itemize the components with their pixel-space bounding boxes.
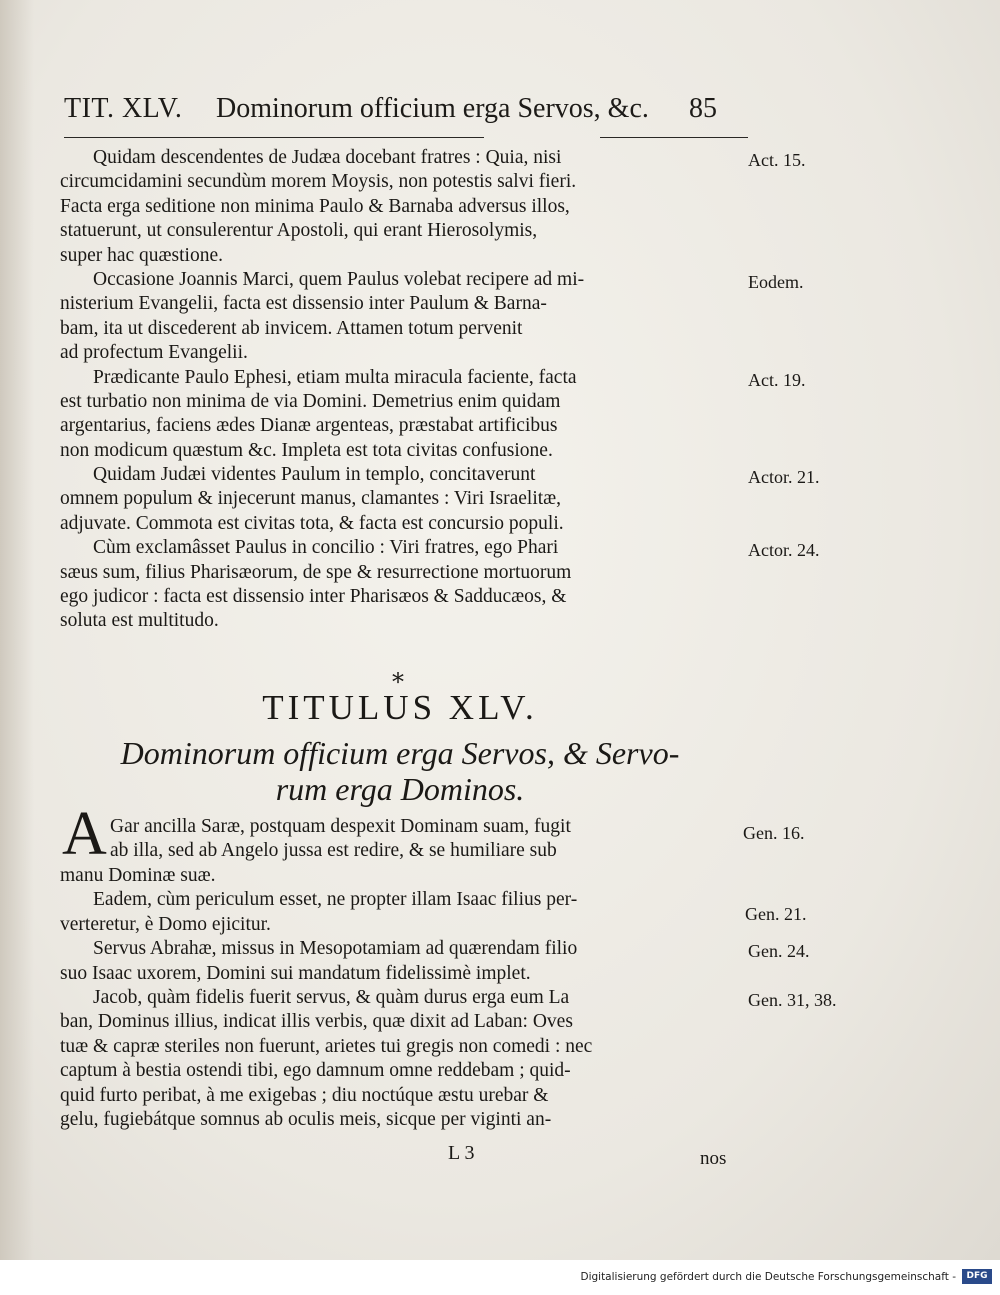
text-line-content: nisterium Evangelii, facta est dissensio inter Paulum & Barna- (60, 293, 547, 315)
text-line (60, 888, 750, 912)
text-line (60, 962, 750, 986)
running-head (64, 93, 754, 135)
head-rule-left (64, 137, 484, 138)
footer-credit: Digitalisierung gefördert durch die Deutsche Forschungsgemeinschaft - (580, 1271, 956, 1283)
text-block-acts (60, 146, 820, 634)
text-line (60, 1059, 750, 1083)
text-line (60, 1108, 750, 1132)
footer-bar (0, 1260, 1000, 1295)
text-line-content: Facta erga seditione non minima Paulo & Barnaba adversus illos, (60, 195, 570, 217)
text-line (60, 439, 750, 463)
margin-ref: Actor. 21. (748, 467, 820, 488)
text-line-content: quid furto peribat, à me exigebas ; diu noctúque æstu urebar & (60, 1084, 549, 1106)
text-line-content: bam, ita ut discederent ab invicem. Attamen totum pervenit (60, 317, 523, 339)
text-line-content: Prædicante Paulo Ephesi, etiam multa miracula faciente, facta (93, 366, 577, 388)
text-line (60, 1010, 750, 1034)
text-line (60, 414, 750, 438)
text-line: ab illa, sed ab Angelo jussa est redire, & se humiliare sub (110, 840, 557, 862)
text-line (60, 913, 750, 937)
margin-ref: Actor. 24. (748, 540, 820, 561)
text-line-content: verteretur, è Domo ejicitur. (60, 913, 271, 935)
text-line-content: sæus sum, filius Pharisæorum, de spe & resurrectione mortuorum (60, 561, 572, 583)
text-line (60, 937, 810, 962)
margin-ref: Gen. 16. (743, 823, 805, 843)
text-line (60, 244, 750, 268)
text-block-capped (110, 815, 750, 864)
text-line (60, 463, 820, 488)
text-line (60, 366, 806, 390)
page-number: 85 (689, 93, 717, 124)
text-line-content: statuerunt, ut consulerentur Apostoli, qui erant Hierosolymis, (60, 220, 538, 242)
text-line-content: est turbatio non minima de via Domini. Demetrius enim quidam (60, 390, 561, 412)
section-subtitle-line1: Dominorum officium erga Servos, & Servo- (120, 735, 680, 771)
text-line-content: gelu, fugiebátque somnus ab oculis meis, sicque per viginti an- (60, 1108, 552, 1130)
text-line-content: super hac quæstione. (60, 244, 224, 266)
text-line (60, 390, 750, 414)
text-line (60, 536, 820, 561)
running-head-title-number: TIT. XLV. (64, 93, 183, 124)
text-line-content: Jacob, quàm fidelis fuerit servus, & quàm durus erga eum La (93, 986, 570, 1008)
text-line (60, 292, 750, 316)
text-line-content: Quidam descendentes de Judæa docebant fratres : Quia, nisi (93, 147, 562, 168)
text-line-content: ego judicor : facta est dissensio inter Pharisæos & Sadducæos, & (60, 586, 567, 608)
text-line (60, 561, 750, 585)
margin-ref: Act. 19. (748, 369, 806, 390)
text-line (60, 512, 750, 536)
text-line-content: circumcidamini secundùm morem Moysis, non potestis salvi fieri. (60, 171, 577, 193)
section-subtitle-line2: rum erga Dominos. (275, 771, 525, 807)
text-line-content: manu Dominæ suæ. (60, 865, 216, 886)
margin-ref: Eodem. (748, 271, 804, 292)
text-line-content: captum à bestia ostendi tibi, ego damnum omne reddebam ; quid- (60, 1060, 571, 1082)
text-line-content: non modicum quæstum &c. Impleta est tota civitas confusione. (60, 439, 553, 461)
head-rule-right (600, 137, 748, 138)
text-line-content: argentarius, faciens ædes Dianæ argenteas, præstabat artificibus (60, 415, 558, 437)
margin-ref: Gen. 31, 38. (748, 989, 837, 1010)
text-line (60, 986, 837, 1010)
text-line-content: Servus Abrahæ, missus in Mesopotamiam ad quærendam filio (93, 938, 578, 960)
text-line-content: Quidam Judæi videntes Paulum in templo, concitaverunt (93, 464, 536, 486)
drop-cap: A (62, 800, 107, 868)
text-line (60, 341, 750, 365)
text-line (60, 487, 750, 511)
running-head-heading: Dominorum officium erga Servos, &c. (216, 93, 649, 124)
margin-ref: Act. 15. (748, 150, 806, 170)
text-line-content: Cùm exclamâsset Paulus in concilio : Viri fratres, ego Phari (93, 537, 559, 559)
text-line (60, 1084, 750, 1108)
section-ornament: * (392, 668, 404, 696)
text-line (60, 146, 806, 170)
text-line-content: tuæ & capræ steriles non fuerunt, arietes tui gregis non comedi : nec (60, 1035, 593, 1057)
margin-ref: Gen. 24. (748, 941, 810, 962)
text-line (60, 268, 804, 292)
text-line-content: Occasione Joannis Marci, quem Paulus volebat recipere ad mi- (93, 268, 585, 290)
text-line: Gar ancilla Saræ, postquam despexit Dominam suam, fugit (110, 816, 571, 837)
catchword: nos (700, 1148, 727, 1169)
dfg-logo: DFG (962, 1269, 992, 1284)
text-line-content: ban, Dominus illius, indicat illis verbis, quæ dixit ad Laban: Oves (60, 1011, 573, 1033)
text-line (60, 585, 750, 609)
text-line-content: adjuvate. Commota est civitas tota, & facta est concursio populi. (60, 512, 564, 534)
margin-ref: Gen. 21. (745, 904, 807, 924)
text-line-content: ad profectum Evangelii. (60, 342, 248, 364)
text-line (60, 219, 750, 243)
text-line-content: soluta est multitudo. (60, 610, 219, 632)
text-line (60, 1035, 750, 1059)
text-line-content: omnem populum & injecerunt manus, clamantes : Viri Israelitæ, (60, 488, 562, 510)
text-line (60, 317, 750, 341)
text-line (60, 195, 750, 219)
section-title: TITULUS XLV. (262, 688, 538, 727)
signature-mark: L 3 (448, 1142, 475, 1164)
text-line-content: suo Isaac uxorem, Domini sui mandatum fidelissimè implet. (60, 962, 531, 984)
text-line (60, 864, 750, 888)
text-line (60, 170, 750, 194)
text-line-content: Eadem, cùm periculum esset, ne propter illam Isaac filius per- (93, 889, 578, 911)
text-line (60, 609, 750, 633)
